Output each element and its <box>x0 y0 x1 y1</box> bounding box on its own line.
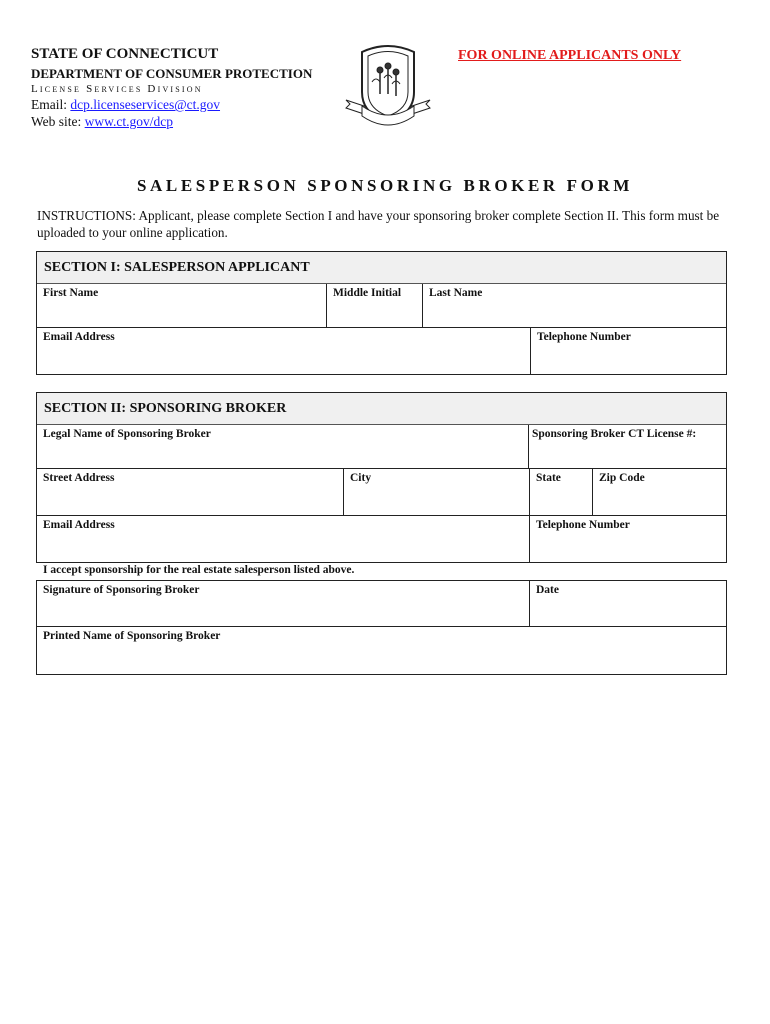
website-label: Web site: <box>31 114 85 129</box>
applicant-telephone-field[interactable] <box>530 328 726 374</box>
broker-license-label: Sponsoring Broker CT License #: <box>532 428 697 440</box>
email-label: Email: <box>31 97 71 112</box>
name-row <box>37 284 726 328</box>
broker-telephone-field[interactable] <box>529 516 726 562</box>
broker-street-field[interactable] <box>37 469 343 515</box>
broker-state-label: State <box>536 472 561 484</box>
header-email-line <box>31 97 220 113</box>
middle-initial-field[interactable] <box>326 284 422 327</box>
header-website-line <box>31 114 173 130</box>
form-title: SALESPERSON SPONSORING BROKER FORM <box>137 176 633 195</box>
broker-state-field[interactable] <box>529 469 592 515</box>
last-name-label: Last Name <box>429 287 483 299</box>
instructions: INSTRUCTIONS: Applicant, please complete Section I and have your sponsoring broker complete Section II. This form must be uploaded to your online application. <box>37 208 720 240</box>
broker-signature-label: Signature of Sponsoring Broker <box>43 584 200 596</box>
broker-email-label: Email Address <box>43 519 115 531</box>
signature-date-field[interactable] <box>529 581 726 626</box>
broker-signature-field[interactable] <box>37 581 529 626</box>
broker-printed-name-field[interactable] <box>37 627 726 674</box>
signature-date-label: Date <box>536 584 559 596</box>
contact-row <box>37 328 726 374</box>
broker-street-label: Street Address <box>43 472 115 484</box>
broker-name-row <box>37 425 726 469</box>
broker-legal-name-label: Legal Name of Sponsoring Broker <box>43 428 211 440</box>
header-division: License Services Division <box>31 83 203 95</box>
website-link[interactable]: www.ct.gov/dcp <box>84 114 174 129</box>
email-link[interactable]: dcp.licenseservices@ct.gov <box>70 97 221 112</box>
printed-name-row <box>37 627 726 674</box>
online-applicants-notice: FOR ONLINE APPLICANTS ONLY <box>458 48 682 63</box>
section-2-title: SECTION II: SPONSORING BROKER <box>37 393 726 425</box>
broker-license-field[interactable] <box>528 425 726 468</box>
header-state: STATE OF CONNECTICUT <box>31 46 219 62</box>
state-seal-icon <box>342 42 434 130</box>
broker-telephone-label: Telephone Number <box>536 519 630 531</box>
broker-contact-row <box>37 516 726 562</box>
header-department: DEPARTMENT OF CONSUMER PROTECTION <box>31 66 313 81</box>
broker-zip-label: Zip Code <box>599 472 645 484</box>
broker-signature-block <box>36 580 727 675</box>
section-2-sponsoring-broker <box>36 392 727 563</box>
first-name-label: First Name <box>43 287 99 299</box>
last-name-field[interactable] <box>422 284 726 327</box>
first-name-field[interactable] <box>37 284 326 327</box>
broker-printed-name-label: Printed Name of Sponsoring Broker <box>43 630 221 642</box>
broker-city-label: City <box>350 472 372 484</box>
broker-address-row <box>37 469 726 516</box>
section-1-salesperson-applicant <box>36 251 727 375</box>
section-1-title: SECTION I: SALESPERSON APPLICANT <box>37 252 726 284</box>
applicant-telephone-label: Telephone Number <box>537 331 631 343</box>
applicant-email-field[interactable] <box>37 328 530 374</box>
broker-legal-name-field[interactable] <box>37 425 528 468</box>
broker-city-field[interactable] <box>343 469 529 515</box>
applicant-email-label: Email Address <box>43 331 115 343</box>
middle-initial-label: Middle Initial <box>333 287 402 299</box>
sponsorship-acceptance-statement: I accept sponsorship for the real estate salesperson listed above. <box>43 564 355 576</box>
signature-row <box>37 581 726 627</box>
broker-email-field[interactable] <box>37 516 529 562</box>
broker-zip-field[interactable] <box>592 469 726 515</box>
